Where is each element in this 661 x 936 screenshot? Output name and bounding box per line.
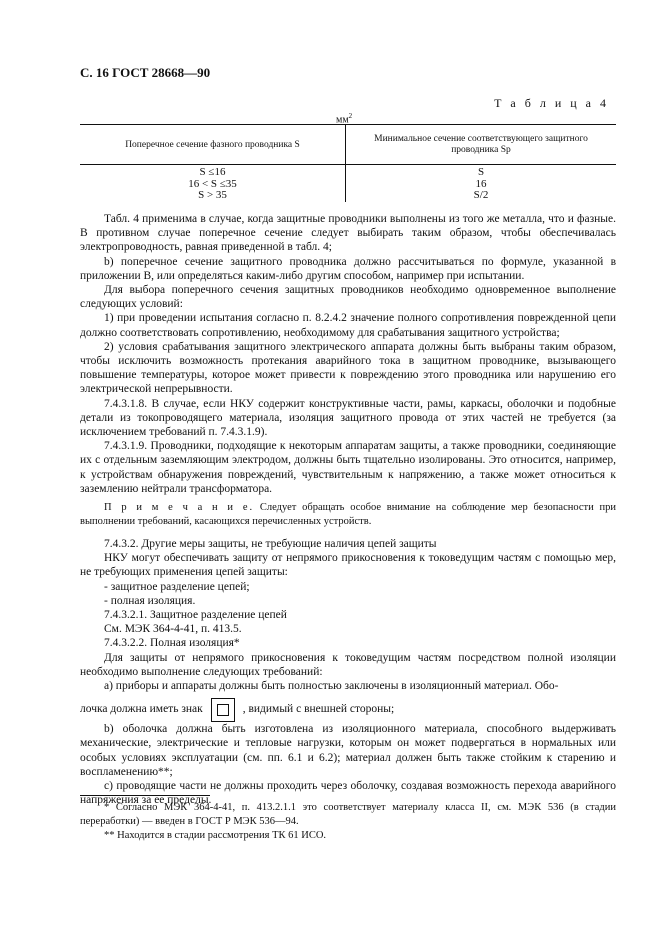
paragraph: 7.4.3.1.8. В случае, если НКУ содержит конструктивные части, рамы, каркасы, оболочки и подобные детали из токопроводящего материала, изоляция защитного провода от этих частей не требуется (за исключением требований п. 7.4.3.1.9). (80, 397, 616, 439)
paragraph: b) поперечное сечение защитного проводника должно рассчитываться по формуле, указанной в приложении B, или определяться каким-либо другим способом, например при испытании. (80, 255, 616, 282)
paragraph: См. МЭК 364-4-41, п. 413.5. (104, 623, 242, 636)
paragraph: 7.4.3.2.2. Полная изоляция* (104, 637, 240, 650)
col-protective-values (346, 165, 616, 202)
col-header-protective: Минимальное сечение соответствующего защитного проводника Sp (374, 133, 588, 155)
paragraph: 7.4.3.2.1. Защитное разделение цепей (104, 609, 287, 622)
paragraph: 2) условия срабатывания защитного электрического аппарата должны быть выбраны таким образом, чтобы исключить возможность протекания аварийного тока в защитном проводнике, вызывающего повышение температуры, которое может привести к повреждению этого проводника или нарушению его электрической непрерывности. (80, 340, 616, 396)
sign-line-before: лочка должна иметь знак (80, 703, 203, 716)
footnote: ** Находится в стадии рассмотрения ТК 61 ИСО. (104, 830, 327, 841)
paragraph: a) приборы и аппараты должны быть полностью заключены в изоляционный материал. Обо- (104, 680, 559, 693)
note-paragraph (80, 501, 616, 529)
double-insulation-sign-icon (211, 698, 235, 722)
note (80, 501, 616, 529)
paragraph: 1) при проведении испытания согласно п. 8.2.4.2 значение полного сопротивления поврежденной цепи должно соответствовать сопротивлению, необходимому для срабатывания защитного устройства; (80, 312, 616, 339)
list-item: - полная изоляция. (104, 594, 196, 607)
unit-superscript: 2 (348, 112, 353, 120)
paragraph: Для защиты от непрямого прикосновения к токоведущим частям посредством полной изоляции необходимо выполнение следующих требований: (80, 651, 616, 678)
footnotes (80, 801, 616, 843)
table-body (80, 165, 616, 202)
list-item: - защитное разделение цепей; (104, 580, 250, 593)
paragraph: 7.4.3.1.9. Проводники, подходящие к некоторым аппаратам защиты, а также проводники, соединяющие их с отдельным заземляющим электродом, должны быть тщательно изолированы. Это относится, например, к устройствам обнаружения повреждений, чувствительным к напряжению, а также может относиться к заземлению нейтрали трансформатора. (80, 440, 616, 495)
unit-label: мм (336, 114, 349, 126)
footnote: * Согласно МЭК 364-4-41, п. 413.2.1.1 это соответствует материалу класса II, см. МЭК 536 (в стадии переработки) — введен в ГОСТ Р МЭК 536—94. (80, 802, 616, 827)
paragraph: c) проводящие части не должны проходить через оболочку, создавая возможность перехода аварийного напряжения за ее пределы. (80, 780, 616, 807)
table-cell: S (477, 166, 485, 179)
table-cell: S ≤16 (199, 166, 226, 179)
section-other-measures (80, 537, 616, 807)
page-header: С. 16 ГОСТ 28668—90 (80, 65, 211, 80)
body-text (80, 212, 616, 496)
note-label: П р и м е ч а н и е. (104, 502, 255, 513)
table-cell: S/2 (473, 189, 489, 202)
sign-line-after: , видимый с внешней стороны; (242, 703, 395, 716)
paragraph: 7.4.3.2. Другие меры защиты, не требующие наличия цепей защиты (104, 538, 437, 550)
col-header-phase: Поперечное сечение фазного проводника S (80, 125, 346, 164)
table-header-row (80, 125, 616, 165)
paragraph: b) оболочка должна быть изготовлена из изоляционного материала, способного выдерживать механические, электрические и тепловые нагрузки, которым он может подвергаться в нормальных или особых условиях эксплуатации (см. пп. 6.1 и 6.2); материал должен быть также стойким к старению и воспламенению**; (80, 723, 616, 778)
footnote-divider (80, 795, 210, 796)
sign-line (80, 696, 616, 722)
table-caption: Т а б л и ц а 4 (494, 96, 609, 110)
table-cell: 16 < S ≤35 (188, 177, 237, 190)
note-text: Следует обращать особое внимание на соблюдение мер безопасности при выполнении требований, касающихся перечисленных устройств. (80, 502, 616, 527)
table-cell: S > 35 (198, 189, 227, 202)
col-phase-values (80, 165, 346, 202)
paragraph: Для выбора поперечного сечения защитных проводников необходимо одновременное выполнение следующих условий: (80, 284, 616, 311)
conductor-table (80, 124, 616, 202)
paragraph: Табл. 4 применима в случае, когда защитные проводники выполнены из того же металла, что и фазные. В противном случае поперечное сечение следует выбирать таким образом, чтобы обеспечивалась электропроводность, равная приведенной в табл. 4; (80, 213, 616, 254)
paragraph: НКУ могут обеспечивать защиту от непрямого прикосновения к токоведущим частям с помощью мер, не требующих применения цепей защиты: (80, 552, 616, 579)
table-cell: 16 (475, 177, 487, 190)
